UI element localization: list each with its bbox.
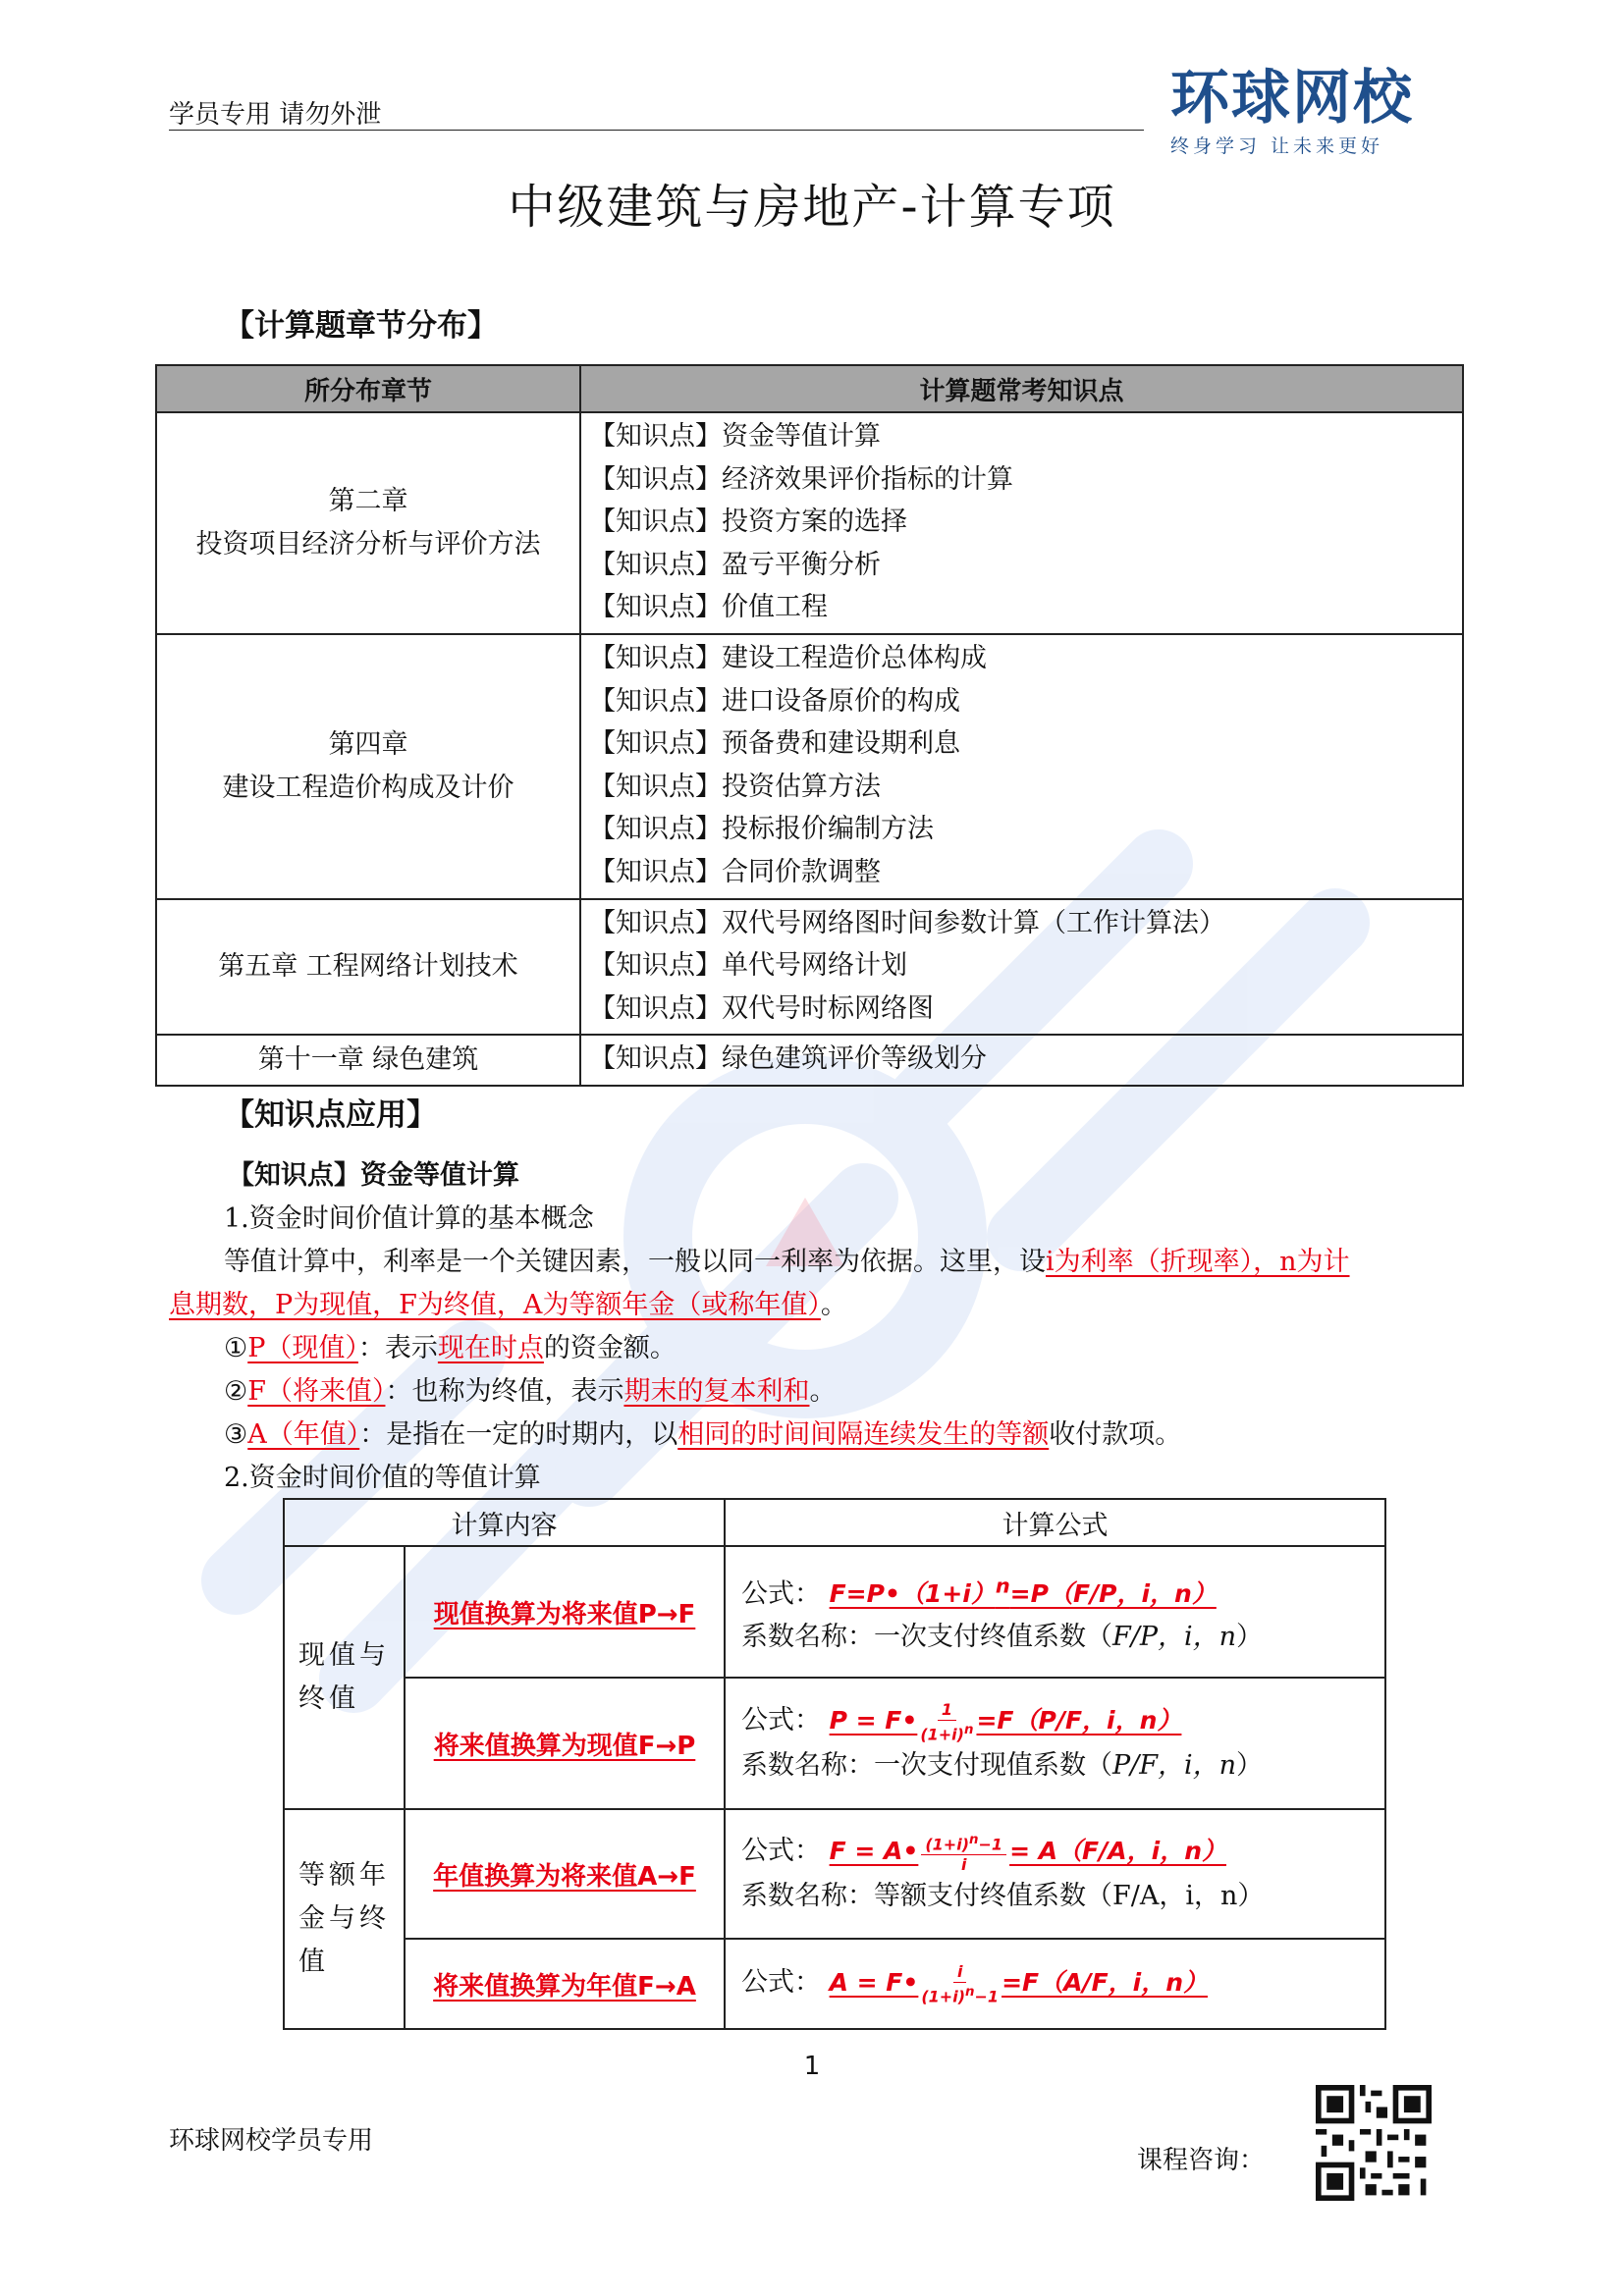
table-row	[284, 1939, 1385, 2029]
coef-name: 一次支付现值系数（	[874, 1749, 1112, 1781]
chapter-cell	[156, 1035, 580, 1086]
formula-cell	[725, 1546, 1385, 1678]
coef-vars: F/A，i，n	[1112, 1880, 1238, 1911]
item-text: 收付款项。	[1049, 1419, 1182, 1450]
item-title: 现值换算为将来值P→F	[433, 1599, 696, 1629]
list-item: 【知识点】价值工程	[589, 592, 828, 623]
formula-line	[741, 1961, 1384, 2006]
table-row	[156, 412, 1463, 634]
coefficient-line	[741, 1875, 1384, 1918]
list-item: 【知识点】双代号网络图时间参数计算（工作计算法）	[589, 907, 1225, 938]
term-highlight: A（年值）	[247, 1419, 360, 1450]
item-label	[405, 1546, 725, 1678]
list-item: 【知识点】资金等值计算	[589, 421, 881, 452]
formula-cell	[725, 1939, 1385, 2029]
chapter-number: 第五章 工程网络计划技术	[218, 950, 518, 982]
formula-label: 公式：	[741, 1578, 821, 1610]
list-item: 【知识点】预备费和建设期利息	[589, 728, 960, 760]
coefficient-line	[741, 1744, 1384, 1788]
formula-cell	[725, 1678, 1385, 1809]
formula-line	[741, 1565, 1384, 1616]
list-item: 【知识点】单代号网络计划	[589, 950, 907, 982]
list-item: 【知识点】双代号时标网络图	[589, 992, 934, 1024]
formula: A = F• $\frac{i}{(1+i)^n-1}$ =F（A/F，i，n）	[829, 1961, 1209, 2005]
item-label	[405, 1809, 725, 1939]
item-text: ：是指在一定的时期内，以	[359, 1419, 678, 1450]
paragraph-equivalence: 2.资金时间价值的等值计算	[224, 1463, 541, 1493]
knowledge-points-cell	[580, 1035, 1463, 1086]
col-header-content: 计算内容	[284, 1499, 725, 1546]
chapter-name: 建设工程造价构成及计价	[222, 772, 514, 803]
list-item: 【知识点】经济效果评价指标的计算	[589, 463, 1013, 495]
knowledge-points-cell	[580, 412, 1463, 634]
knowledge-points-cell	[580, 899, 1463, 1036]
col-header-chapter: 所分布章节	[156, 365, 580, 412]
footer-consult-label: 课程咨询：	[1137, 2146, 1266, 2175]
coef-label: 系数名称：	[741, 1749, 874, 1781]
table-row	[284, 1546, 1385, 1678]
list-item	[224, 1372, 836, 1412]
list-item: 【知识点】投资方案的选择	[589, 507, 907, 538]
item-marker: ③	[224, 1419, 248, 1450]
chapter-distribution-table	[155, 364, 1464, 1087]
paragraph-concept: 1.资金时间价值计算的基本概念	[224, 1203, 594, 1234]
definition-text: 等值计算中，利率是一个关键因素，一般以同一利率为依据。这里，设	[224, 1247, 1046, 1277]
item-marker: ②	[224, 1376, 248, 1407]
table-row	[156, 1035, 1463, 1086]
item-marker: ①	[224, 1333, 248, 1363]
term-highlight: 相同的时间间隔连续发生的等额	[677, 1419, 1050, 1450]
formula-label: 公式：	[741, 1705, 821, 1736]
term-highlight: 现在时点	[437, 1333, 544, 1363]
definition-highlight: i为利率（折现率），n为计	[1046, 1247, 1350, 1277]
term-highlight: 期末的复本利和	[623, 1376, 810, 1407]
table-row	[156, 634, 1463, 899]
section-heading-chapters: 【计算题章节分布】	[224, 308, 498, 344]
item-text: ：表示	[357, 1333, 438, 1363]
chapter-cell	[156, 899, 580, 1036]
formula: F = A• $\frac{(1+i)^n-1}{i}$ = A（F/A，i，n）	[829, 1832, 1226, 1874]
chapter-number: 第十一章 绿色建筑	[257, 1044, 479, 1076]
list-item: 【知识点】合同价款调整	[589, 856, 881, 887]
formula-label: 公式：	[741, 1836, 821, 1867]
formula-line	[741, 1699, 1384, 1744]
list-item: 【知识点】绿色建筑评价等级划分	[589, 1043, 987, 1075]
chapter-number: 第二章	[328, 485, 408, 516]
confidential-notice: 学员专用 请勿外泄	[169, 100, 382, 130]
page-title: 中级建筑与房地产-计算专项	[508, 180, 1116, 235]
header-divider	[169, 130, 1144, 131]
knowledge-point-heading: 【知识点】资金等值计算	[228, 1160, 519, 1191]
paragraph-definition-line2	[169, 1286, 847, 1325]
table-row	[156, 899, 1463, 1036]
list-item: 【知识点】盈亏平衡分析	[589, 549, 881, 580]
chapter-number: 第四章	[328, 728, 408, 760]
page-number: 1	[803, 2052, 821, 2081]
coef-label: 系数名称：	[741, 1622, 874, 1653]
chapter-cell	[156, 412, 580, 634]
list-item	[224, 1415, 1181, 1455]
coef-end: ）	[1236, 1622, 1264, 1653]
term-highlight: F（将来值）	[247, 1376, 386, 1407]
item-title: 将来值换算为现值F→P	[433, 1731, 696, 1761]
brand-logo	[1170, 64, 1455, 165]
item-title: 将来值换算为年值F→A	[433, 1971, 696, 2002]
item-label	[405, 1678, 725, 1809]
item-text: 的资金额。	[543, 1333, 677, 1363]
definition-highlight: 息期数，P为现值，F为终值，A为等额年金（或称年值）	[169, 1290, 821, 1320]
coef-vars: F/P，i，n	[1112, 1622, 1237, 1653]
list-item: 【知识点】投资估算方法	[589, 771, 881, 802]
chapter-name: 投资项目经济分析与评价方法	[195, 528, 541, 560]
list-item: 【知识点】投标报价编制方法	[589, 814, 934, 845]
coefficient-line	[741, 1616, 1384, 1659]
item-label	[405, 1939, 725, 2029]
coef-end: ）	[1237, 1880, 1265, 1911]
coef-end: ）	[1236, 1749, 1264, 1781]
list-item: 【知识点】进口设备原价的构成	[589, 685, 960, 717]
formula: $F=P•(1+i)^n=P(F/P$，i，n）	[829, 1574, 1217, 1609]
table-row	[284, 1678, 1385, 1809]
list-item: 【知识点】建设工程造价总体构成	[589, 642, 987, 673]
term-highlight: P（现值）	[247, 1333, 358, 1363]
coef-name: 一次支付终值系数（	[874, 1622, 1112, 1653]
item-title: 年值换算为将来值A→F	[433, 1861, 696, 1892]
formula-line	[741, 1830, 1384, 1875]
definition-text: 。	[820, 1290, 847, 1320]
knowledge-points-cell	[580, 634, 1463, 899]
logo-wordmark: 环球网校	[1170, 64, 1414, 133]
item-text: ：也称为终值，表示	[385, 1376, 624, 1407]
paragraph-definition-line1	[224, 1243, 1500, 1282]
group-annuity-future: 等额年金与终值	[284, 1809, 405, 2029]
table-row	[284, 1809, 1385, 1939]
col-header-knowledge: 计算题常考知识点	[580, 365, 1463, 412]
coef-vars: P/F，i，n	[1112, 1749, 1237, 1781]
formula-cell	[725, 1809, 1385, 1939]
item-text: 。	[809, 1376, 837, 1407]
group-present-future: 现值与终值	[284, 1546, 405, 1809]
coef-name: 等额支付终值系数（	[874, 1880, 1112, 1911]
qr-code-icon[interactable]	[1316, 2085, 1432, 2201]
col-header-formula: 计算公式	[725, 1499, 1385, 1546]
logo-slogan: 终身学习 让未来更好	[1170, 135, 1384, 157]
formula: P = F• $\frac{1}{(1+i)^n}$ =F（P/F，i，n）	[829, 1699, 1182, 1743]
chapter-cell	[156, 634, 580, 899]
footer-left: 环球网校学员专用	[169, 2126, 374, 2156]
coef-label: 系数名称：	[741, 1880, 874, 1911]
formula-label: 公式：	[741, 1967, 821, 1999]
list-item	[224, 1329, 677, 1368]
formula-table	[283, 1498, 1386, 2030]
section-heading-application: 【知识点应用】	[224, 1097, 437, 1133]
